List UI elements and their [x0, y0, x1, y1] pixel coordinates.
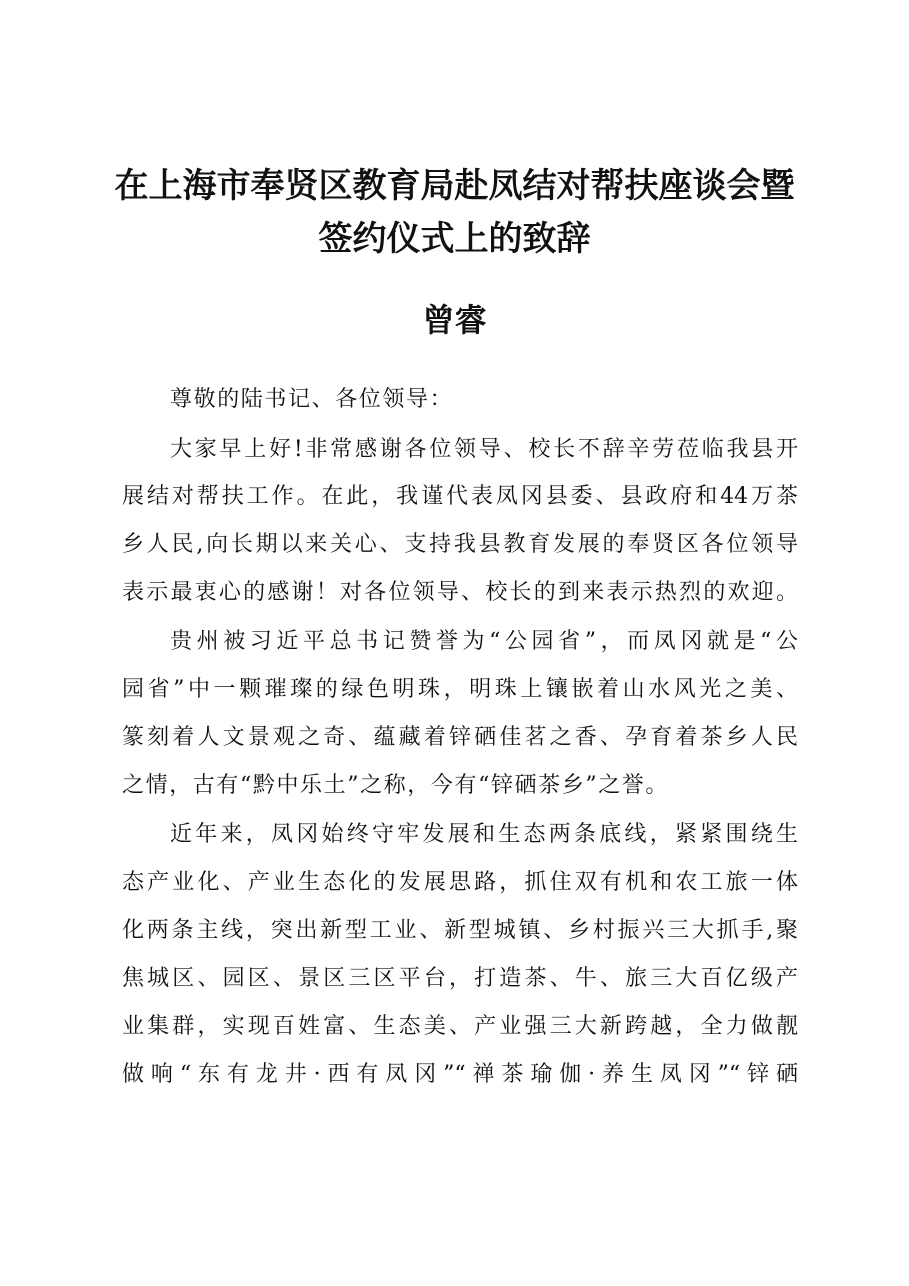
paragraph-1-line-1: 大家早上好!非常感谢各位领导、校长不辞辛劳莅临我县开 — [170, 437, 798, 462]
paragraph-3-line-1: 近年来，凤冈始终守牢发展和生态两条底线，紧紧围绕生 — [170, 822, 798, 847]
paragraph-3-line-6: 做响“东有龙井·西有凤冈”“禅茶瑜伽·养生凤冈”“锌硒 — [122, 1062, 798, 1087]
paragraph-1-line-2: 展结对帮扶工作。在此，我谨代表凤冈县委、县政府和44万茶 — [122, 484, 798, 509]
document-title-line-2: 签约仪式上的致辞 — [318, 219, 591, 259]
paragraph-3-line-3: 化两条主线，突出新型工业、新型城镇、乡村振兴三大抓手,聚 — [122, 918, 798, 943]
author-name: 曾睿 — [422, 301, 487, 339]
paragraph-2-line-4: 之情，古有“黔中乐土”之称，今有“锌硒茶乡”之誉。 — [122, 773, 669, 798]
paragraph-2-line-1: 贵州被习近平总书记赞誉为“公园省”，而凤冈就是“公 — [170, 629, 798, 654]
salutation: 尊敬的陆书记、各位领导： — [170, 387, 454, 412]
document-title-line-1: 在上海市奉贤区教育局赴凤结对帮扶座谈会暨 — [114, 166, 795, 206]
paragraph-3-line-5: 业集群，实现百姓富、生态美、产业强三大新跨越，全力做靓 — [122, 1014, 798, 1039]
paragraph-1-line-4: 表示最衷心的感谢！对各位领导、校长的到来表示热烈的欢迎。 — [122, 580, 798, 605]
paragraph-2-line-3: 篆刻着人文景观之奇、蕴藏着锌硒佳茗之香、孕育着茶乡人民 — [122, 725, 798, 750]
paragraph-1-line-3: 乡人民,向长期以来关心、支持我县教育发展的奉贤区各位领导 — [122, 532, 798, 557]
paragraph-3-line-2: 态产业化、产业生态化的发展思路，抓住双有机和农工旅一体 — [122, 870, 798, 895]
paragraph-2-line-2: 园省”中一颗璀璨的绿色明珠，明珠上镶嵌着山水风光之美、 — [122, 677, 798, 702]
paragraph-3-line-4: 焦城区、园区、景区三区平台，打造茶、牛、旅三大百亿级产 — [122, 966, 798, 991]
